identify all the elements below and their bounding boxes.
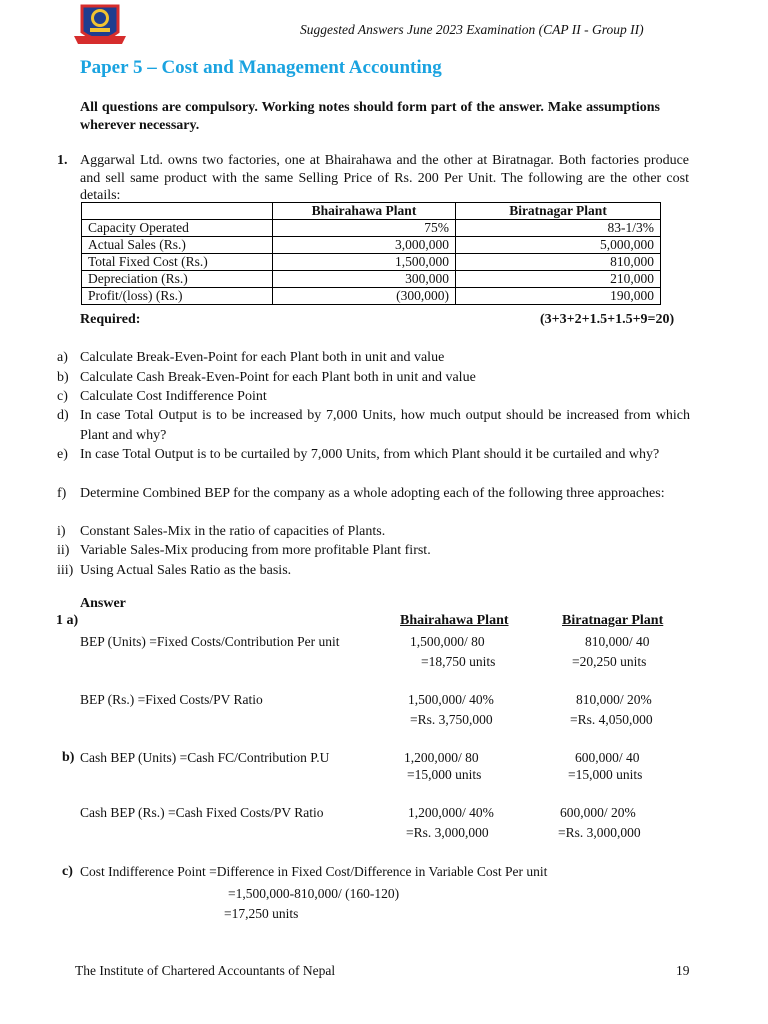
table-header-cell xyxy=(82,203,273,220)
table-cell: 810,000 xyxy=(456,254,661,271)
footer-institute: The Institute of Chartered Accountants of Nepal xyxy=(75,963,336,978)
cost-indifference-result: =17,250 units xyxy=(224,906,299,921)
requirement-label: f) xyxy=(57,486,67,501)
table-row xyxy=(82,237,661,254)
answer-heading: Answer xyxy=(80,596,126,611)
requirement-text: Variable Sales-Mix producing from more profitable Plant first. xyxy=(80,543,431,558)
requirement-text: Calculate Cash Break-Even-Point for each Plant both in unit and value xyxy=(80,370,476,385)
requirement-text: Calculate Break-Even-Point for each Plant both in unit and value xyxy=(80,350,445,365)
table-cell: 210,000 xyxy=(456,271,661,288)
bep-rs-bhairahawa-formula: 1,500,000/ 40% xyxy=(408,692,494,707)
requirement-label: a) xyxy=(57,350,68,365)
table-row xyxy=(82,271,661,288)
requirement-label: c) xyxy=(57,389,68,404)
table-cell: Depreciation (Rs.) xyxy=(82,271,273,288)
cost-details-table xyxy=(81,202,661,305)
bep-rs-biratnagar-result: =Rs. 4,050,000 xyxy=(570,712,653,727)
table-cell: 83-1/3% xyxy=(456,220,661,237)
table-cell: 5,000,000 xyxy=(456,237,661,254)
bep-units-biratnagar-formula: 810,000/ 40 xyxy=(585,634,650,649)
answer-part-b-label: b) xyxy=(62,750,75,765)
page-header: Suggested Answers June 2023 Examination (CAP II - Group II) xyxy=(300,22,644,37)
table-cell: 190,000 xyxy=(456,288,661,305)
table-row xyxy=(82,288,661,305)
bep-units-label: BEP (Units) =Fixed Costs/Contribution Per unit xyxy=(80,634,340,649)
table-cell: Profit/(loss) (Rs.) xyxy=(82,288,273,305)
requirement-label: ii) xyxy=(57,543,70,558)
table-cell: (300,000) xyxy=(273,288,456,305)
table-cell: Total Fixed Cost (Rs.) xyxy=(82,254,273,271)
ican-emblem-icon xyxy=(70,2,130,50)
bep-rs-biratnagar-formula: 810,000/ 20% xyxy=(576,692,652,707)
requirement-label: iii) xyxy=(57,563,74,578)
table-cell: 3,000,000 xyxy=(273,237,456,254)
cash-bep-units-biratnagar-result: =15,000 units xyxy=(568,767,643,782)
answer-col-bhairahawa: Bhairahawa Plant xyxy=(400,613,509,628)
table-cell: 75% xyxy=(273,220,456,237)
table-header-cell: Bhairahawa Plant xyxy=(273,203,456,220)
cash-bep-units-bhairahawa-formula: 1,200,000/ 80 xyxy=(404,750,479,765)
requirement-text: Determine Combined BEP for the company as a whole adopting each of the following three approaches: xyxy=(80,486,665,501)
table-row xyxy=(82,220,661,237)
cost-indifference-label: Cost Indifference Point =Difference in Fixed Cost/Difference in Variable Cost Per unit xyxy=(80,864,548,879)
requirement-label: d) xyxy=(57,408,69,423)
cash-bep-units-label: Cash BEP (Units) =Cash FC/Contribution P.U xyxy=(80,750,330,765)
requirement-text: In case Total Output is to be increased by 7,000 Units, how much output should be increased from which Plant and why? xyxy=(80,408,690,443)
bep-rs-bhairahawa-result: =Rs. 3,750,000 xyxy=(410,712,493,727)
cash-bep-units-bhairahawa-result: =15,000 units xyxy=(407,767,482,782)
bep-units-bhairahawa-result: =18,750 units xyxy=(421,654,496,669)
cash-bep-rs-biratnagar-formula: 600,000/ 20% xyxy=(560,805,636,820)
table-cell: 1,500,000 xyxy=(273,254,456,271)
table-cell: 300,000 xyxy=(273,271,456,288)
answer-col-biratnagar: Biratnagar Plant xyxy=(562,613,664,628)
cash-bep-rs-bhairahawa-result: =Rs. 3,000,000 xyxy=(406,825,489,840)
ican-logo xyxy=(70,2,130,50)
cash-bep-rs-biratnagar-result: =Rs. 3,000,000 xyxy=(558,825,641,840)
bep-units-biratnagar-result: =20,250 units xyxy=(572,654,647,669)
table-cell: Capacity Operated xyxy=(82,220,273,237)
table-header-row xyxy=(82,203,661,220)
bep-units-bhairahawa-formula: 1,500,000/ 80 xyxy=(410,634,485,649)
requirement-text: Calculate Cost Indifference Point xyxy=(80,389,267,404)
table-header-cell: Biratnagar Plant xyxy=(456,203,661,220)
cost-indifference-formula: =1,500,000-810,000/ (160-120) xyxy=(228,886,400,901)
table-row xyxy=(82,254,661,271)
cash-bep-rs-label: Cash BEP (Rs.) =Cash Fixed Costs/PV Ratio xyxy=(80,805,324,820)
instructions: All questions are compulsory. Working notes should form part of the answer. Make assumptions wherever necessary. xyxy=(80,100,660,133)
footer-page-number: 19 xyxy=(676,963,690,978)
marks-allocation: (3+3+2+1.5+1.5+9=20) xyxy=(540,312,675,327)
question-text: Aggarwal Ltd. owns two factories, one at Bhairahawa and the other at Biratnagar. Both factories produce and sell same product with the same Selling Price of Rs. 200 Per Unit. The following are the other cost details: xyxy=(80,153,689,203)
requirement-label: i) xyxy=(57,524,66,539)
cash-bep-units-biratnagar-formula: 600,000/ 40 xyxy=(575,750,640,765)
requirement-text: In case Total Output is to be curtailed by 7,000 Units, from which Plant should it be curtailed and why? xyxy=(80,447,660,462)
requirement-text: Constant Sales-Mix in the ratio of capacities of Plants. xyxy=(80,524,386,539)
requirement-label: e) xyxy=(57,447,68,462)
bep-rs-label: BEP (Rs.) =Fixed Costs/PV Ratio xyxy=(80,692,263,707)
requirement-label: b) xyxy=(57,370,69,385)
table-cell: Actual Sales (Rs.) xyxy=(82,237,273,254)
answer-part-a-label: 1 a) xyxy=(56,613,79,628)
requirement-text: Using Actual Sales Ratio as the basis. xyxy=(80,563,292,578)
answer-part-c-label: c) xyxy=(62,864,73,879)
cash-bep-rs-bhairahawa-formula: 1,200,000/ 40% xyxy=(408,805,494,820)
question-number: 1. xyxy=(57,153,68,168)
required-label: Required: xyxy=(80,312,141,327)
paper-title: Paper 5 – Cost and Management Accounting xyxy=(80,57,442,78)
